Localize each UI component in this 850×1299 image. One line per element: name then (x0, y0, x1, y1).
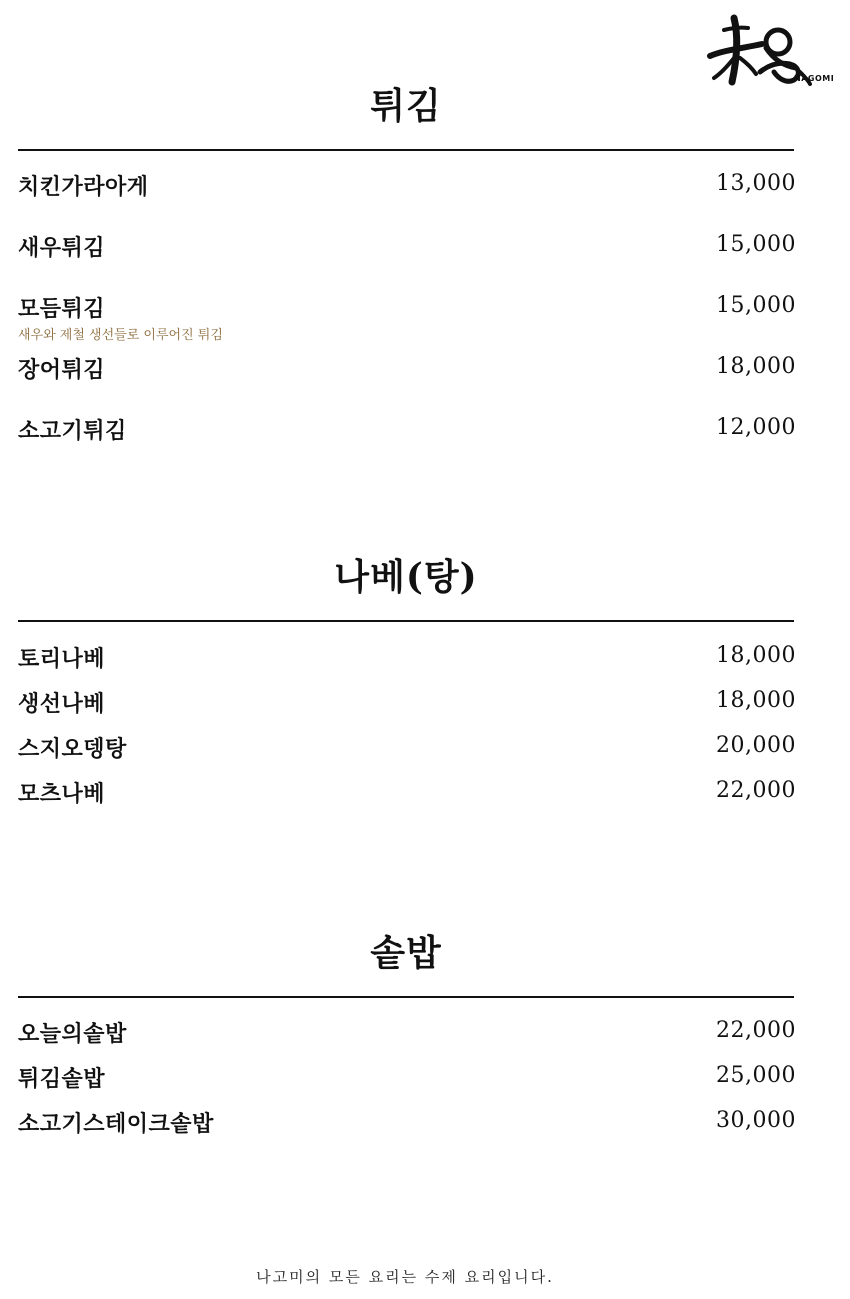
menu-item-price: 22,000 (716, 1018, 796, 1043)
menu-item-name: 토리나베 (18, 646, 106, 672)
menu-item-name: 새우튀김 (18, 235, 106, 261)
menu-item-price: 18,000 (716, 354, 796, 379)
menu-item-price: 18,000 (716, 688, 796, 713)
footer-note: 나고미의 모든 요리는 수제 요리입니다. (256, 1268, 554, 1286)
menu-item-price: 20,000 (716, 733, 796, 758)
menu-item-name: 생선나베 (18, 691, 106, 717)
menu-item-name: 모츠나베 (18, 781, 106, 807)
menu-item-name: 오늘의솥밥 (18, 1021, 127, 1047)
menu-item-name: 튀김솥밥 (18, 1066, 106, 1092)
section-divider (18, 149, 794, 151)
menu-item-price: 18,000 (716, 643, 796, 668)
menu-item-name: 스지오뎅탕 (18, 736, 127, 762)
menu-item-name: 장어튀김 (18, 357, 106, 383)
section-title: 솥밥 (370, 932, 442, 974)
section-divider (18, 620, 794, 622)
menu-item-price: 15,000 (716, 232, 796, 257)
section-title: 나베(탕) (334, 556, 478, 598)
menu-item-description: 새우와 제철 생선들로 이루어진 튀김 (18, 328, 223, 343)
section-divider (18, 996, 794, 998)
menu-item-price: 12,000 (716, 415, 796, 440)
menu-item-price: 25,000 (716, 1063, 796, 1088)
menu-item-name: 소고기스테이크솥밥 (18, 1111, 214, 1137)
menu-item-name: 치킨가라아게 (18, 174, 149, 200)
menu-item-name: 소고기튀김 (18, 418, 127, 444)
logo-wordmark: NAGOMI (794, 74, 835, 83)
menu-item-price: 13,000 (716, 171, 796, 196)
menu-item-price: 15,000 (716, 293, 796, 318)
menu-item-price: 30,000 (716, 1108, 796, 1133)
menu-item-price: 22,000 (716, 778, 796, 803)
menu-item-name: 모듬튀김 (18, 296, 106, 322)
section-title: 튀김 (370, 85, 442, 127)
